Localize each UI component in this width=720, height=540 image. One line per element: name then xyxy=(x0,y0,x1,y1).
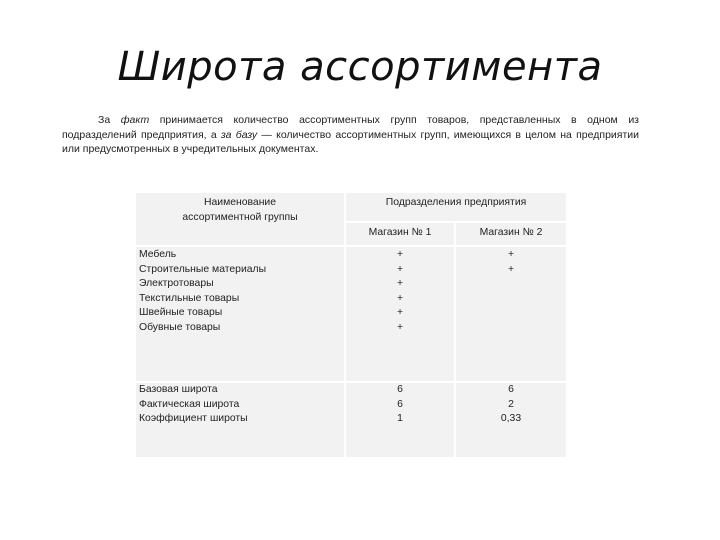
header-divisions: Подразделения предприятия xyxy=(385,197,527,208)
assortment-table xyxy=(136,193,566,457)
store-2-values xyxy=(456,383,566,427)
store-1-values xyxy=(346,383,454,427)
row-divider xyxy=(344,221,566,223)
group-name: Текстильные товары xyxy=(139,292,240,304)
header-group-name: Наименование ассортиментной группы xyxy=(182,197,298,223)
store-2-value: 0,33 xyxy=(500,413,522,424)
store-2-marks xyxy=(456,248,566,277)
store-1-marks xyxy=(346,248,454,335)
metric-name: Коэффициент широты xyxy=(139,413,248,424)
store-2-mark: + xyxy=(507,249,515,260)
header-store-1: Магазин № 1 xyxy=(368,227,432,238)
header-store-2: Магазин № 2 xyxy=(479,227,543,238)
store-1-mark: + xyxy=(396,307,404,318)
paragraph-text-1: За xyxy=(98,114,121,126)
store-1-value: 1 xyxy=(397,413,403,424)
store-1-mark: + xyxy=(396,321,404,333)
group-name: Обувные товары xyxy=(139,321,221,333)
paragraph-term-base: за базу xyxy=(220,128,258,141)
group-name: Электротовары xyxy=(139,278,214,289)
metric-name: Фактическая широта xyxy=(139,398,240,410)
slide-title: Широта ассортимента xyxy=(117,44,603,90)
group-list xyxy=(139,248,339,335)
description-paragraph xyxy=(62,113,639,157)
paragraph-text-2: принимается количество ассортиментных групп товаров, представленных в одном из подразделений предприятия, а xyxy=(62,114,640,141)
group-name: Мебель xyxy=(139,249,177,260)
store-2-value: 6 xyxy=(508,384,514,395)
paragraph-term-fact: факт xyxy=(120,114,150,126)
store-1-value: 6 xyxy=(397,384,403,395)
store-1-value: 6 xyxy=(397,398,403,410)
store-1-mark: + xyxy=(396,292,404,304)
metric-name: Базовая широта xyxy=(139,384,218,395)
metric-list xyxy=(139,383,339,427)
store-1-mark: + xyxy=(396,278,404,289)
store-2-mark: + xyxy=(507,263,515,275)
store-2-value: 2 xyxy=(508,398,514,410)
paragraph-text-3: — количество ассортиментных групп, имеющихся в целом на предприятии или предусмотренных в учредительных документах. xyxy=(62,128,639,156)
store-1-mark: + xyxy=(396,249,404,260)
group-name: Строительные материалы xyxy=(139,263,267,275)
row-divider xyxy=(136,245,566,247)
store-1-mark: + xyxy=(396,263,404,275)
group-name: Швейные товары xyxy=(139,307,223,318)
